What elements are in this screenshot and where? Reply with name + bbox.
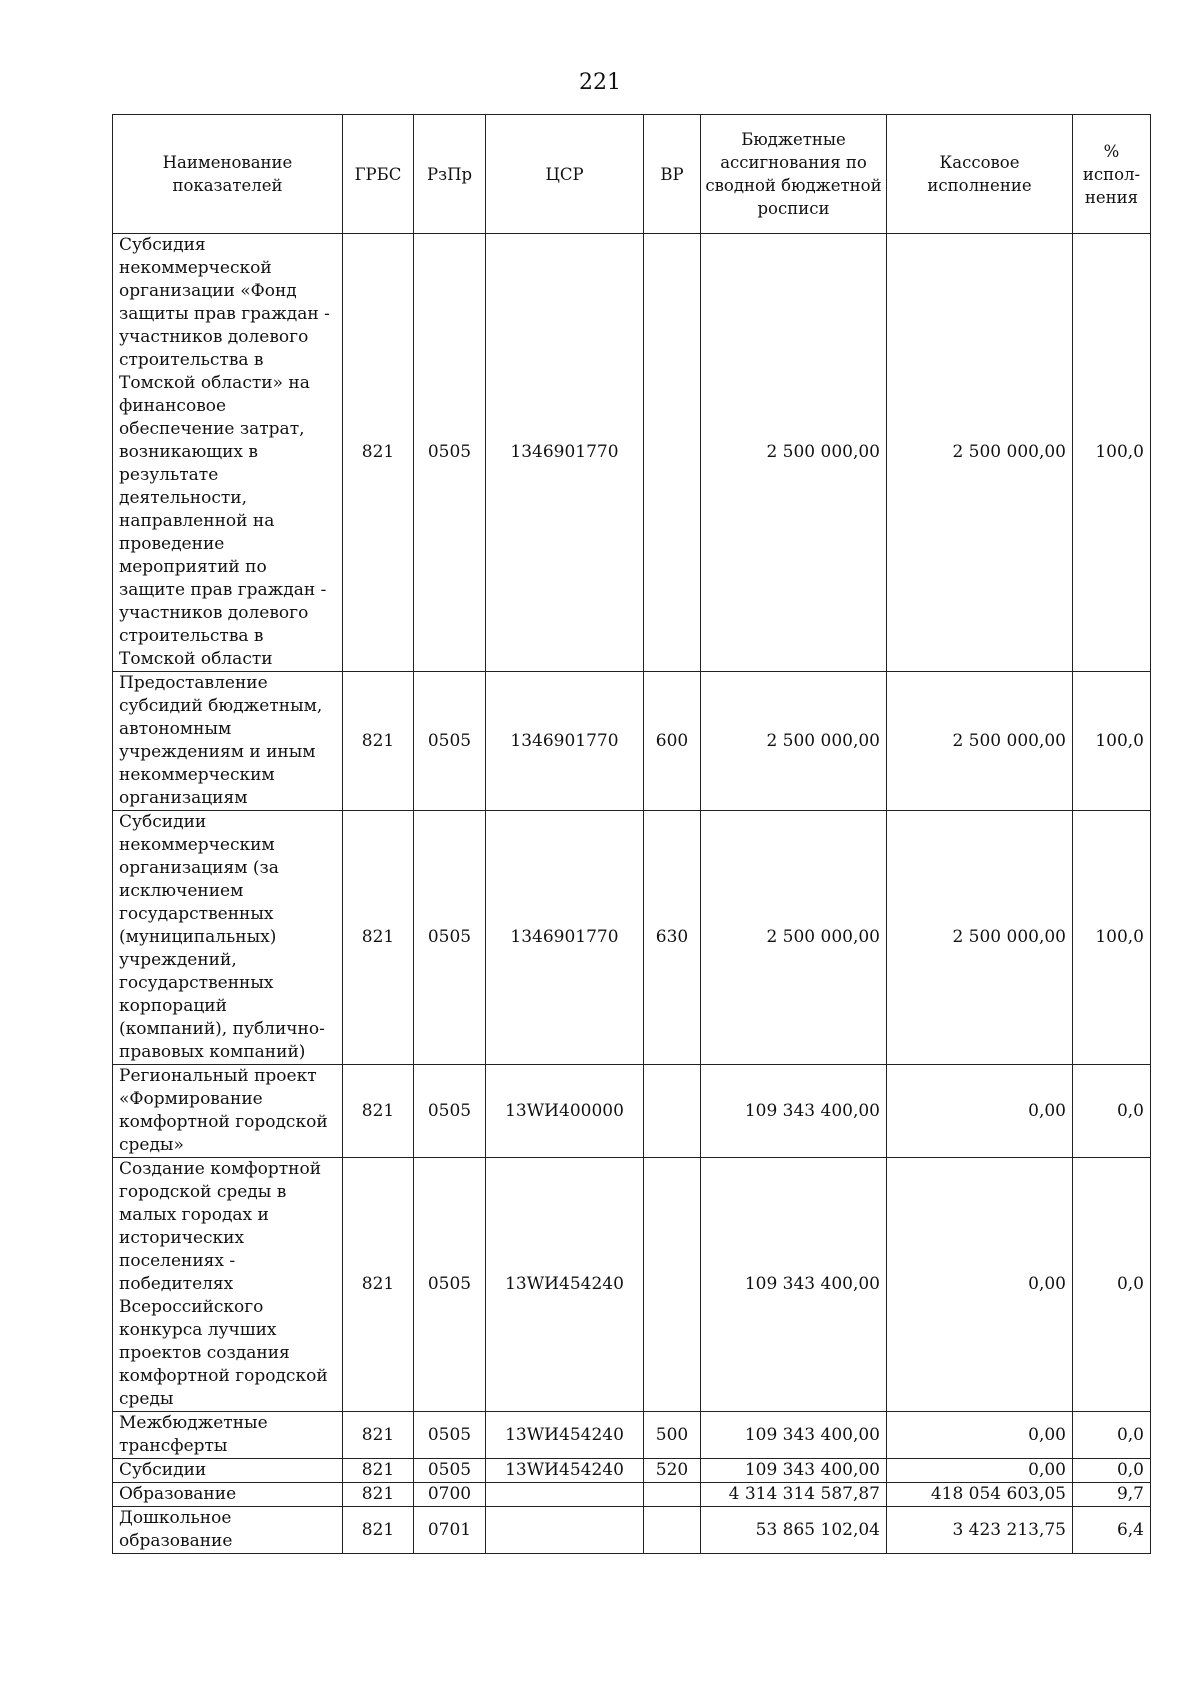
row-rzpr: 0505 [414, 1158, 486, 1412]
row-rzpr: 0701 [414, 1507, 486, 1554]
row-vr [644, 1507, 701, 1554]
row-grbs: 821 [343, 1507, 414, 1554]
row-name: Межбюджетные трансферты [113, 1412, 343, 1459]
row-cash: 2 500 000,00 [887, 672, 1073, 811]
row-grbs: 821 [343, 811, 414, 1065]
row-assigned: 2 500 000,00 [701, 811, 887, 1065]
row-grbs: 821 [343, 234, 414, 672]
row-assigned: 109 343 400,00 [701, 1065, 887, 1158]
row-vr [644, 234, 701, 672]
row-cash: 3 423 213,75 [887, 1507, 1073, 1554]
table-row [113, 234, 1151, 672]
row-assigned: 53 865 102,04 [701, 1507, 887, 1554]
row-grbs: 821 [343, 1412, 414, 1459]
row-cash: 2 500 000,00 [887, 234, 1073, 672]
row-assigned: 109 343 400,00 [701, 1412, 887, 1459]
table-row [113, 672, 1151, 811]
row-cash: 0,00 [887, 1158, 1073, 1412]
row-name: Субсидия некоммерческой организации «Фонд защиты прав граждан - участников долевого строительства в Томской области» на финансовое обеспечение затрат, возникающих в результате деятельности, направленной на проведение мероприятий по защите прав граждан - участников долевого строительства в Томской области [113, 234, 343, 672]
row-assigned: 4 314 314 587,87 [701, 1483, 887, 1507]
row-csr: 13WИ400000 [486, 1065, 644, 1158]
row-vr [644, 1065, 701, 1158]
row-name: Дошкольное образование [113, 1507, 343, 1554]
table-row [113, 1483, 1151, 1507]
row-percent: 100,0 [1073, 811, 1151, 1065]
table-row [113, 1065, 1151, 1158]
row-csr: 1346901770 [486, 234, 644, 672]
row-percent: 0,0 [1073, 1459, 1151, 1483]
row-name: Предоставление субсидий бюджетным, автономным учреждениям и иным некоммерческим организациям [113, 672, 343, 811]
row-rzpr: 0505 [414, 811, 486, 1065]
row-name: Образование [113, 1483, 343, 1507]
row-grbs: 821 [343, 1483, 414, 1507]
row-csr: 13WИ454240 [486, 1412, 644, 1459]
header-cash: Кассовое исполнение [887, 115, 1073, 234]
row-percent: 9,7 [1073, 1483, 1151, 1507]
row-rzpr: 0700 [414, 1483, 486, 1507]
row-vr: 500 [644, 1412, 701, 1459]
row-grbs: 821 [343, 1158, 414, 1412]
row-assigned: 109 343 400,00 [701, 1158, 887, 1412]
row-name: Региональный проект «Формирование комфортной городской среды» [113, 1065, 343, 1158]
header-csr: ЦСР [486, 115, 644, 234]
row-percent: 0,0 [1073, 1412, 1151, 1459]
row-cash: 0,00 [887, 1459, 1073, 1483]
row-assigned: 2 500 000,00 [701, 234, 887, 672]
row-name: Субсидии некоммерческим организациям (за исключением государственных (муниципальных) учреждений, государственных корпораций (компаний), публично-правовых компаний) [113, 811, 343, 1065]
header-percent: % испол-нения [1073, 115, 1151, 234]
header-vr: ВР [644, 115, 701, 234]
header-rzpr: РзПр [414, 115, 486, 234]
row-csr: 1346901770 [486, 672, 644, 811]
row-rzpr: 0505 [414, 1459, 486, 1483]
row-assigned: 2 500 000,00 [701, 672, 887, 811]
table-row [113, 1158, 1151, 1412]
table-row [113, 1412, 1151, 1459]
header-name: Наименование показателей [113, 115, 343, 234]
row-cash: 0,00 [887, 1412, 1073, 1459]
page-number: 221 [579, 70, 621, 95]
budget-execution-table [112, 114, 1151, 1554]
table-row [113, 1459, 1151, 1483]
row-percent: 0,0 [1073, 1065, 1151, 1158]
row-csr [486, 1483, 644, 1507]
row-cash: 418 054 603,05 [887, 1483, 1073, 1507]
table-row [113, 1507, 1151, 1554]
row-percent: 6,4 [1073, 1507, 1151, 1554]
row-grbs: 821 [343, 1459, 414, 1483]
row-vr: 520 [644, 1459, 701, 1483]
row-rzpr: 0505 [414, 672, 486, 811]
row-csr: 13WИ454240 [486, 1158, 644, 1412]
table-header-row [113, 115, 1151, 234]
row-csr: 1346901770 [486, 811, 644, 1065]
header-grbs: ГРБС [343, 115, 414, 234]
row-cash: 2 500 000,00 [887, 811, 1073, 1065]
row-name: Субсидии [113, 1459, 343, 1483]
row-cash: 0,00 [887, 1065, 1073, 1158]
row-percent: 0,0 [1073, 1158, 1151, 1412]
row-vr [644, 1158, 701, 1412]
row-vr: 600 [644, 672, 701, 811]
row-rzpr: 0505 [414, 1065, 486, 1158]
row-rzpr: 0505 [414, 234, 486, 672]
header-assigned: Бюджетные ассигнования по сводной бюджетной росписи [701, 115, 887, 234]
table-row [113, 811, 1151, 1065]
row-assigned: 109 343 400,00 [701, 1459, 887, 1483]
row-vr: 630 [644, 811, 701, 1065]
row-vr [644, 1483, 701, 1507]
row-percent: 100,0 [1073, 234, 1151, 672]
row-csr: 13WИ454240 [486, 1459, 644, 1483]
row-grbs: 821 [343, 672, 414, 811]
row-csr [486, 1507, 644, 1554]
row-percent: 100,0 [1073, 672, 1151, 811]
row-rzpr: 0505 [414, 1412, 486, 1459]
row-name: Создание комфортной городской среды в малых городах и исторических поселениях - победителях Всероссийского конкурса лучших проектов создания комфортной городской среды [113, 1158, 343, 1412]
row-grbs: 821 [343, 1065, 414, 1158]
